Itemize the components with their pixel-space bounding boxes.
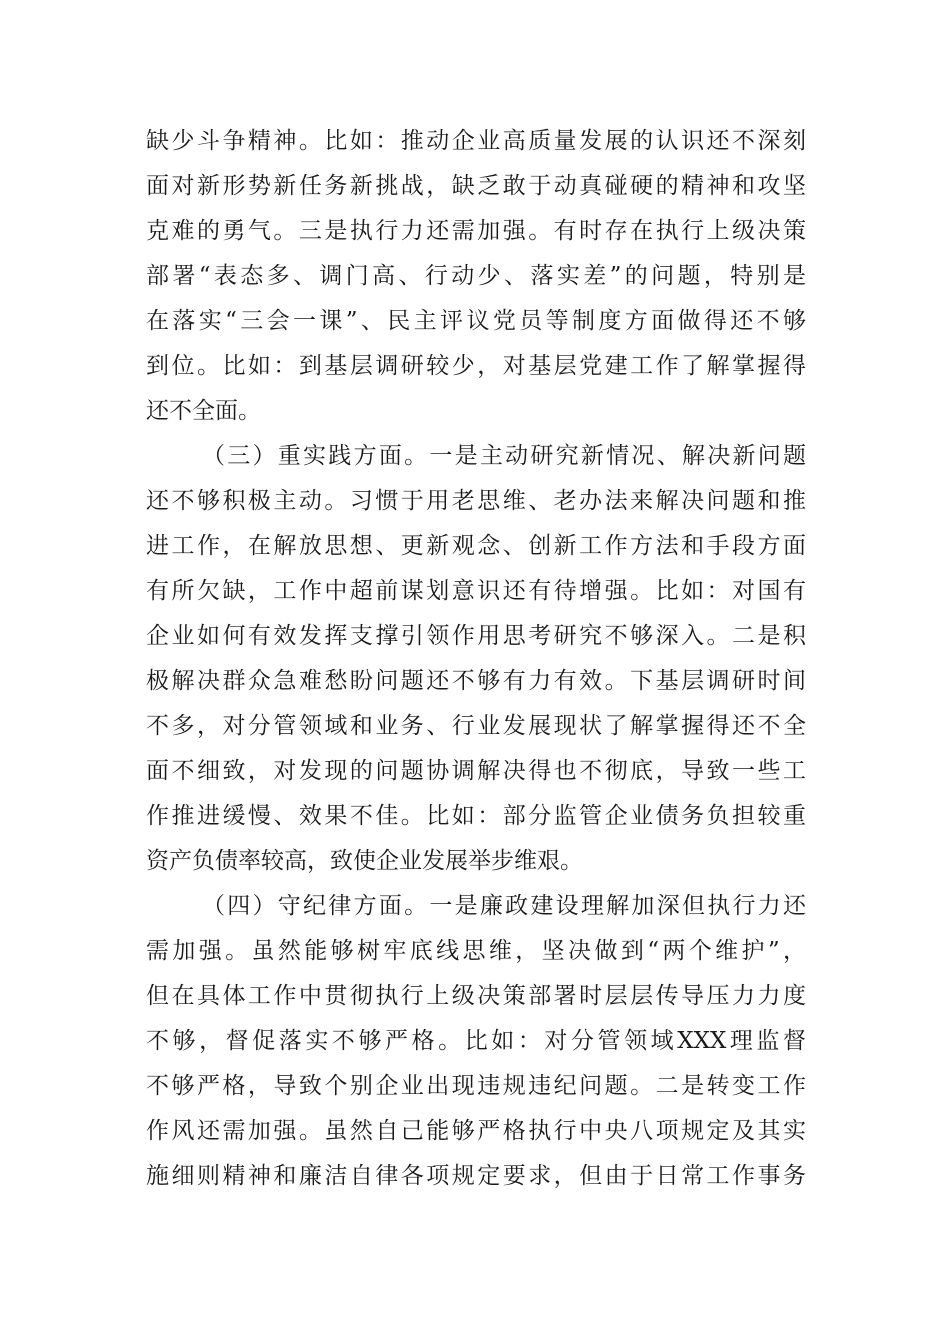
text-line: 企业如何有效发挥支撑引领作用思考研究不够深入。二是积 [146, 623, 806, 649]
text-line: 面不细致，对发现的问题协调解决得也不彻底，导致一些工 [146, 758, 806, 784]
text-line: 部署“表态多、调门高、行动少、落实差”的问题，特别是 [146, 263, 806, 289]
section-heading-line: （四）守纪律方面。一是廉政建设理解加深但执行力还 [202, 893, 806, 919]
text-line: 在落实“三会一课”、民主评议党员等制度方面做得还不够 [146, 308, 806, 334]
text-line: 资产负债率较高，致使企业发展举步维艰。 [146, 848, 583, 874]
text-line: 还不全面。 [146, 398, 261, 424]
text-line: 作风还需加强。虽然自己能够严格执行中央八项规定及其实 [146, 1118, 806, 1144]
text-line: 施细则精神和廉洁自律各项规定要求，但由于日常工作事务 [146, 1163, 806, 1189]
text-line: 还不够积极主动。习惯于用老思维、老办法来解决问题和推 [146, 488, 806, 514]
text-line: 需加强。虽然能够树牢底线思维，坚决做到“两个维护”， [146, 938, 806, 964]
text-line: 面对新形势新任务新挑战，缺乏敢于动真碰硬的精神和攻坚 [146, 173, 806, 199]
text-line: 克难的勇气。三是执行力还需加强。有时存在执行上级决策 [146, 218, 806, 244]
text-line: 但在具体工作中贯彻执行上级决策部署时层层传导压力力度 [146, 983, 806, 1009]
text-line: 极解决群众急难愁盼问题还不够有力有效。下基层调研时间 [146, 668, 806, 694]
text-line: 进工作，在解放思想、更新观念、创新工作方法和手段方面 [146, 533, 806, 559]
text-line: 不够严格，导致个别企业出现违规违纪问题。二是转变工作 [146, 1073, 806, 1099]
text-line: 作推进缓慢、效果不佳。比如：部分监管企业债务负担较重 [146, 803, 806, 829]
text-line: 有所欠缺，工作中超前谋划意识还有待增强。比如：对国有 [146, 578, 806, 604]
text-line: 到位。比如：到基层调研较少，对基层党建工作了解掌握得 [146, 353, 806, 379]
text-line: 不够，督促落实不够严格。比如：对分管领域XXX理监督 [146, 1028, 806, 1054]
section-heading-line: （三）重实践方面。一是主动研究新情况、解决新问题 [202, 443, 806, 469]
text-line: 缺少斗争精神。比如：推动企业高质量发展的认识还不深刻 [146, 128, 806, 154]
text-line: 不多，对分管领域和业务、行业发展现状了解掌握得还不全 [146, 713, 806, 739]
